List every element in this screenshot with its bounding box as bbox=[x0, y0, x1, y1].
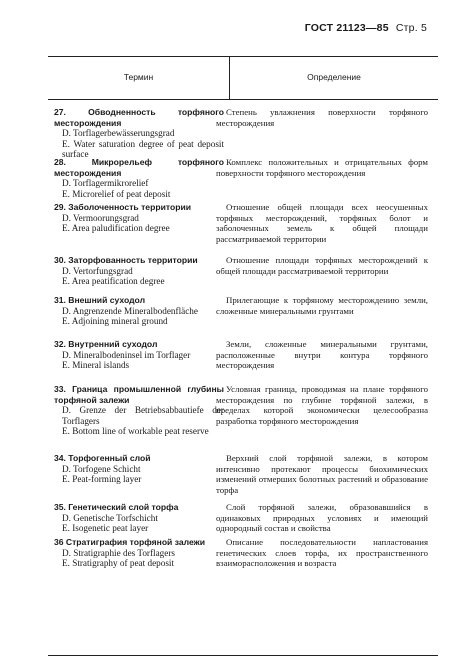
column-header-term: Термин bbox=[123, 72, 154, 82]
term-title: Заболоченность территории bbox=[68, 202, 192, 212]
term-cell bbox=[54, 339, 224, 371]
term-german: D. Torflagermikrorelief bbox=[62, 178, 149, 189]
term-english: E. Area paludification degree bbox=[62, 223, 170, 234]
term-title: Обводненность торфяного месторождения bbox=[54, 107, 224, 128]
term-german: D. Vertorfungsgrad bbox=[62, 265, 133, 276]
term-number: 33. bbox=[54, 384, 66, 394]
term-english: E. Stratigraphy of peat deposit bbox=[62, 558, 175, 569]
term-title: Микрорельеф торфяного месторождения bbox=[54, 157, 224, 178]
term-number: 29. bbox=[54, 202, 66, 212]
term-number: 32. bbox=[54, 339, 66, 349]
term-english: E. Bottom line of workable peat reserve bbox=[62, 426, 209, 437]
term-number: 34. bbox=[54, 453, 66, 463]
term-english: E. Isogenetic peat layer bbox=[62, 523, 149, 534]
term-english: E. Mineral islands bbox=[62, 360, 130, 371]
term-title: Внутренний суходол bbox=[68, 339, 158, 349]
term-german: D. Angrenzende Mineralbodenfläche bbox=[62, 305, 198, 316]
term-cell bbox=[54, 537, 224, 569]
term-title: Генетический слой торфа bbox=[68, 502, 179, 512]
term-english: E. Area peatification degree bbox=[62, 276, 165, 287]
term-cell bbox=[54, 502, 224, 534]
definition-cell: Условная граница, проводимая на плане торфяного месторождения по глубине торфяной залежи, в пределах которой экономически целесообразна разработка торфяного месторождения bbox=[216, 384, 428, 426]
term-cell bbox=[54, 107, 224, 160]
term-number: 28. bbox=[54, 157, 66, 167]
standard-code: ГОСТ 21123—85 bbox=[304, 22, 389, 34]
term-cell bbox=[54, 202, 224, 234]
definition-cell: Описание последовательности напластования генетических слоев торфа, их пространственного взаиморасположения и возраста bbox=[216, 537, 428, 569]
terms-table bbox=[48, 56, 438, 656]
term-german: D. Stratigraphie des Torflagers bbox=[62, 547, 175, 558]
definition-cell: Верхний слой торфяной залежи, в котором интенсивно протекают процессы биохимических изменений отмерших болотных растений и образование торфа bbox=[216, 453, 428, 495]
page-number: Стр. 5 bbox=[395, 22, 427, 34]
term-title: Торфогенный слой bbox=[68, 453, 151, 463]
term-english: E. Adjoining mineral ground bbox=[62, 316, 168, 327]
term-english: E. Peat-forming layer bbox=[62, 474, 142, 485]
term-number: 31. bbox=[54, 295, 66, 305]
term-title: Заторфованность территории bbox=[68, 255, 198, 265]
term-number: 27. bbox=[54, 107, 66, 117]
term-title: Внешний суходол bbox=[68, 295, 146, 305]
term-english: E. Water saturation degree of peat deposit surface bbox=[62, 138, 224, 160]
definition-cell: Слой торфяной залежи, образовавшийся в одинаковых природных условиях и имеющий однородный состав и свойства bbox=[216, 502, 428, 534]
table-header bbox=[48, 57, 438, 100]
column-header-definition: Определение bbox=[307, 72, 361, 82]
definition-cell: Прилегающие к торфяному месторождению земли, сложенные минеральными грунтами bbox=[216, 295, 428, 316]
term-cell bbox=[54, 157, 224, 199]
term-number: 36 bbox=[54, 537, 64, 547]
page-header bbox=[305, 22, 427, 34]
term-german: D. Genetische Torfschicht bbox=[62, 512, 158, 523]
definition-cell: Отношение общей площади всех неосушенных торфяных месторождений, торфяных болот и заболоченных земель к общей площади рассматриваемой территории bbox=[216, 202, 428, 244]
term-number: 30. bbox=[54, 255, 66, 265]
term-cell bbox=[54, 453, 224, 485]
term-german: D. Grenze der Betriebsabbautiefe der Torflagers bbox=[62, 405, 224, 426]
definition-cell: Степень увлажнения поверхности торфяного месторождения bbox=[216, 107, 428, 128]
term-cell bbox=[54, 255, 224, 287]
definition-cell: Комплекс положительных и отрицательных форм поверхности торфяного месторождения bbox=[216, 157, 428, 178]
term-number: 35. bbox=[54, 502, 66, 512]
term-title: Стратиграфия торфяной залежи bbox=[65, 537, 206, 547]
term-title: Граница промышленной глубины торфяной залежи bbox=[54, 384, 224, 405]
term-german: D. Torflagerbewässerungsgrad bbox=[62, 128, 175, 139]
term-cell bbox=[54, 295, 224, 327]
term-german: D. Mineralbodeninsel im Torflager bbox=[62, 349, 191, 360]
term-cell bbox=[54, 384, 224, 437]
term-english: E. Microrelief of peat deposit bbox=[62, 188, 171, 199]
definition-cell: Отношение площади торфяных месторождений к общей площади рассматриваемой территории bbox=[216, 255, 428, 276]
term-german: D. Vermoorungsgrad bbox=[62, 212, 139, 223]
definition-cell: Земли, сложенные минеральными грунтами, расположенные внутри контура торфяного месторождения bbox=[216, 339, 428, 371]
term-german: D. Torfogene Schicht bbox=[62, 463, 141, 474]
